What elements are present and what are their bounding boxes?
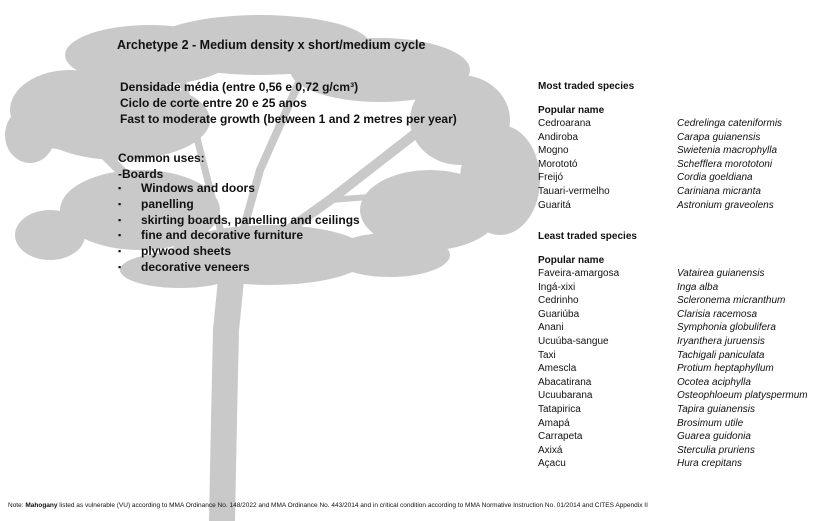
common-uses-title: Common uses: bbox=[118, 151, 205, 165]
scientific-name-cell: Guarea guidonia bbox=[677, 431, 751, 443]
scientific-name-cell: Astronium graveolens bbox=[677, 199, 774, 211]
popular-name-cell: Açacu bbox=[538, 458, 566, 470]
table-row bbox=[538, 362, 808, 376]
popular-name-cell: Ucuúba-sangue bbox=[538, 335, 609, 347]
scientific-name-cell: Carapa guianensis bbox=[677, 131, 761, 143]
cutting-cycle-text: Ciclo de corte entre 20 e 25 anos bbox=[120, 96, 307, 110]
scientific-name-cell: Scleronema micranthum bbox=[677, 295, 786, 307]
mahogany-bold: Mahogany bbox=[25, 502, 58, 509]
table-row bbox=[538, 144, 782, 158]
popular-name-cell: Faveira-amargosa bbox=[538, 268, 620, 279]
table-row bbox=[538, 158, 782, 172]
popular-name-cell: Guaritá bbox=[538, 199, 571, 211]
most-traded-section bbox=[538, 79, 782, 212]
scientific-name-cell: Symphonia globulifera bbox=[677, 322, 776, 334]
popular-name-cell: Abacatirana bbox=[538, 376, 592, 388]
scientific-name-cell: Sterculia pruriens bbox=[677, 444, 755, 456]
scientific-name-cell: Osteophloeum platyspermum bbox=[677, 390, 808, 402]
scientific-name-cell: Brosimum utile bbox=[677, 417, 744, 429]
list-item: ▪ panelling bbox=[118, 196, 194, 211]
table-row bbox=[538, 199, 782, 213]
least-traded-section bbox=[538, 229, 808, 471]
square-bullet-icon: ▪ bbox=[118, 246, 122, 257]
list-item: ▪ Windows and doors bbox=[118, 181, 255, 195]
popular-name-cell: Morototó bbox=[538, 158, 578, 170]
scientific-name-cell: Inga alba bbox=[677, 281, 719, 293]
scientific-name-cell: Tachigali paniculata bbox=[677, 349, 765, 361]
table-row bbox=[538, 457, 808, 471]
popular-name-cell: Ucuubarana bbox=[538, 390, 593, 402]
list-item: ▪ plywood sheets bbox=[118, 244, 232, 259]
popular-name-cell: Carrapeta bbox=[538, 431, 583, 443]
scientific-name-cell: Protium heptaphyllum bbox=[677, 363, 774, 375]
properties-block bbox=[120, 79, 457, 127]
scientific-name-cell: Swietenia macrophylla bbox=[677, 145, 778, 157]
table-row bbox=[538, 430, 808, 444]
square-bullet-icon: ▪ bbox=[118, 230, 122, 241]
square-bullet-icon: ▪ bbox=[118, 183, 122, 193]
popular-name-cell: Axixá bbox=[538, 444, 563, 456]
scientific-name-cell: Clarisia racemosa bbox=[677, 308, 758, 320]
footnote: Note: Mahogany listed as vulnerable (VU) according to MMA Ordinance No. 148/2022 and MMA Ordinance No. 443/2014 and in critical condition according to MMA Normative Instruction No. 01/2014 and CITES Appendix II bbox=[8, 502, 648, 509]
popular-name-cell: Amescla bbox=[538, 363, 577, 375]
table-row bbox=[538, 281, 808, 295]
table-row bbox=[538, 131, 782, 145]
table-row bbox=[538, 389, 808, 403]
popular-name-cell: Tauari-vermelho bbox=[538, 185, 610, 197]
boards-subheading: -Boards bbox=[118, 167, 164, 181]
most-traded-heading: Most traded species bbox=[538, 81, 635, 92]
square-bullet-icon: ▪ bbox=[118, 198, 122, 209]
scientific-name-cell: Cedrelinga cateniformis bbox=[677, 118, 783, 129]
growth-text: Fast to moderate growth (between 1 and 2 metres per year) bbox=[120, 112, 457, 126]
table-row bbox=[538, 349, 808, 363]
least-traded-rows bbox=[538, 267, 808, 471]
table-row bbox=[538, 321, 808, 335]
most-traded-rows bbox=[538, 117, 782, 212]
scientific-name-cell: Ocotea aciphylla bbox=[677, 376, 751, 388]
table-row bbox=[538, 308, 808, 322]
popular-name-cell: Mogno bbox=[538, 145, 569, 157]
popular-name-cell: Cedroarana bbox=[538, 118, 591, 129]
table-row bbox=[538, 403, 808, 417]
scientific-name-cell: Hura crepitans bbox=[677, 458, 743, 470]
popular-name-cell: Andiroba bbox=[538, 131, 579, 143]
scientific-name-cell: Schefflera morototoni bbox=[677, 158, 773, 170]
scientific-name-cell: Cariniana micranta bbox=[677, 185, 761, 197]
popular-name-cell: Anani bbox=[538, 322, 564, 334]
table-row bbox=[538, 171, 782, 185]
popular-name-cell: Freijó bbox=[538, 172, 564, 184]
scientific-name-cell: Iryanthera juruensis bbox=[677, 335, 765, 347]
common-uses-heading bbox=[118, 150, 205, 182]
list-item: ▪ decorative veneers bbox=[118, 259, 250, 274]
uses-list bbox=[118, 181, 360, 276]
table-row bbox=[538, 117, 782, 131]
popular-name-cell: Taxi bbox=[538, 349, 556, 361]
least-traded-heading: Least traded species bbox=[538, 231, 637, 242]
scientific-name-cell: Tapira guianensis bbox=[677, 403, 756, 415]
list-item: ▪ fine and decorative furniture bbox=[118, 228, 304, 243]
scientific-name-cell: Vatairea guianensis bbox=[677, 268, 765, 279]
table-row bbox=[538, 294, 808, 308]
table-row bbox=[538, 376, 808, 390]
density-text: Densidade média (entre 0,56 e 0,72 g/cm³) bbox=[120, 80, 359, 94]
popular-name-cell: Ingá-xixi bbox=[538, 281, 576, 293]
list-item: ▪ skirting boards, panelling and ceilings bbox=[118, 212, 360, 227]
popular-name-cell: Guariúba bbox=[538, 308, 580, 320]
square-bullet-icon: ▪ bbox=[118, 261, 122, 272]
popular-name-label: Popular name bbox=[538, 255, 605, 266]
popular-name-cell: Tatapirica bbox=[538, 403, 581, 415]
table-row bbox=[538, 267, 808, 281]
table-row bbox=[538, 417, 808, 431]
table-row bbox=[538, 335, 808, 349]
scientific-name-cell: Cordia goeldiana bbox=[677, 172, 753, 184]
table-row bbox=[538, 185, 782, 199]
popular-name-cell: Cedrinho bbox=[538, 295, 579, 307]
popular-name-cell: Amapá bbox=[538, 417, 570, 429]
square-bullet-icon: ▪ bbox=[118, 214, 122, 225]
table-row bbox=[538, 444, 808, 458]
popular-name-label: Popular name bbox=[538, 105, 605, 116]
page-title: Archetype 2 - Medium density x short/medium cycle bbox=[117, 38, 426, 52]
